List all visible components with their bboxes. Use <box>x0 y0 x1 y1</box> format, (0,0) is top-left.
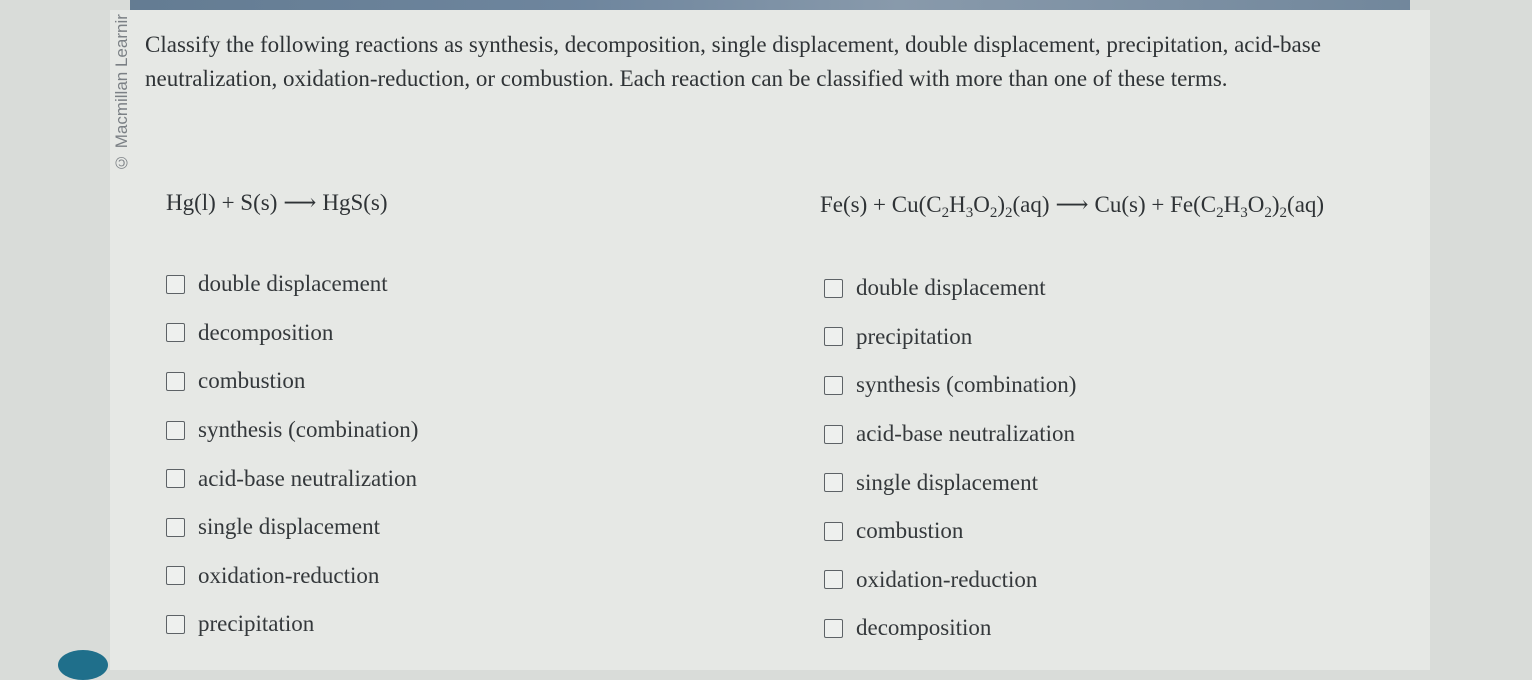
reaction-2-option[interactable] <box>824 264 1076 313</box>
eq-subscript: 2 <box>1264 205 1272 221</box>
checkbox[interactable] <box>166 421 185 440</box>
reaction-1-option[interactable] <box>166 406 418 455</box>
eq-subscript: 2 <box>1216 205 1224 221</box>
reaction-1-reactants: Hg(l) + S(s) <box>166 190 278 215</box>
checkbox[interactable] <box>824 425 843 444</box>
checkbox[interactable] <box>824 376 843 395</box>
checkbox[interactable] <box>166 469 185 488</box>
reaction-2-option[interactable] <box>824 458 1076 507</box>
checkbox[interactable] <box>824 570 843 589</box>
option-label: acid-base neutralization <box>856 421 1076 447</box>
copyright-watermark: © Macmillan Learnir <box>112 14 131 172</box>
eq-text: (aq) <box>1287 192 1325 217</box>
reaction-1-option[interactable] <box>166 552 418 601</box>
help-button-edge[interactable] <box>58 650 108 680</box>
option-label: decomposition <box>198 319 334 345</box>
eq-text: H <box>949 192 966 217</box>
reaction-1-options <box>166 260 418 649</box>
reaction-2-option[interactable] <box>824 604 1076 653</box>
reaction-1-equation <box>166 190 388 216</box>
reaction-1-option[interactable] <box>166 357 418 406</box>
option-label: single displacement <box>198 514 381 540</box>
option-label: acid-base neutralization <box>198 465 418 491</box>
reaction-2-option[interactable] <box>824 556 1076 605</box>
option-label: oxidation-reduction <box>856 566 1038 592</box>
eq-subscript: 2 <box>1005 205 1013 221</box>
option-label: combustion <box>856 518 964 544</box>
reaction-1-option[interactable] <box>166 454 418 503</box>
question-instructions: Classify the following reactions as synthesis, decomposition, single displacement, double displacement, precipitation, acid-base neutralization, oxidation-reduction, or combustion. Each reaction can be classified with more than one of these terms. <box>145 32 1321 91</box>
checkbox[interactable] <box>166 615 185 634</box>
reaction-2-options <box>824 264 1076 653</box>
checkbox[interactable] <box>824 327 843 346</box>
option-label: double displacement <box>856 275 1046 301</box>
checkbox[interactable] <box>824 473 843 492</box>
eq-subscript: 2 <box>1279 205 1288 221</box>
reaction-1-option[interactable] <box>166 503 418 552</box>
checkbox[interactable] <box>166 275 185 294</box>
eq-text: Fe(s) + Cu(C <box>820 192 942 217</box>
reaction-2-option[interactable] <box>824 313 1076 362</box>
checkbox[interactable] <box>166 566 185 585</box>
eq-subscript: 3 <box>1240 205 1248 221</box>
checkbox[interactable] <box>166 518 185 537</box>
reaction-arrow: ⟶ <box>1055 192 1089 217</box>
reaction-1-option[interactable] <box>166 260 418 309</box>
reaction-1-option[interactable] <box>166 600 418 649</box>
option-label: single displacement <box>856 469 1039 495</box>
eq-subscript: 2 <box>989 205 998 221</box>
option-label: decomposition <box>856 615 992 641</box>
eq-text: ) <box>1271 192 1280 217</box>
checkbox[interactable] <box>166 372 185 391</box>
option-label: oxidation-reduction <box>198 562 380 588</box>
reaction-2-option[interactable] <box>824 410 1076 459</box>
eq-text: H <box>1223 192 1241 217</box>
reaction-2-option[interactable] <box>824 361 1076 410</box>
reaction-1-products: HgS(s) <box>322 190 388 215</box>
eq-text: (aq) <box>1012 192 1050 217</box>
reaction-2-equation <box>820 192 1324 222</box>
checkbox[interactable] <box>824 619 843 638</box>
eq-text: Cu(s) + Fe(C <box>1094 192 1217 217</box>
checkbox[interactable] <box>824 522 843 541</box>
reaction-arrow: ⟶ <box>283 190 317 215</box>
eq-text: O <box>1247 192 1265 217</box>
eq-subscript: 3 <box>965 205 974 221</box>
eq-subscript: 2 <box>941 205 950 221</box>
option-label: precipitation <box>198 611 315 637</box>
reaction-1-option[interactable] <box>166 309 418 358</box>
checkbox[interactable] <box>166 323 185 342</box>
option-label: synthesis (combination) <box>198 417 419 443</box>
reaction-2-option[interactable] <box>824 507 1076 556</box>
option-label: double displacement <box>198 271 388 297</box>
eq-text: O <box>973 192 990 217</box>
option-label: precipitation <box>856 323 973 349</box>
option-label: synthesis (combination) <box>856 372 1077 398</box>
option-label: combustion <box>198 368 306 394</box>
eq-text: ) <box>997 192 1006 217</box>
checkbox[interactable] <box>824 279 843 298</box>
